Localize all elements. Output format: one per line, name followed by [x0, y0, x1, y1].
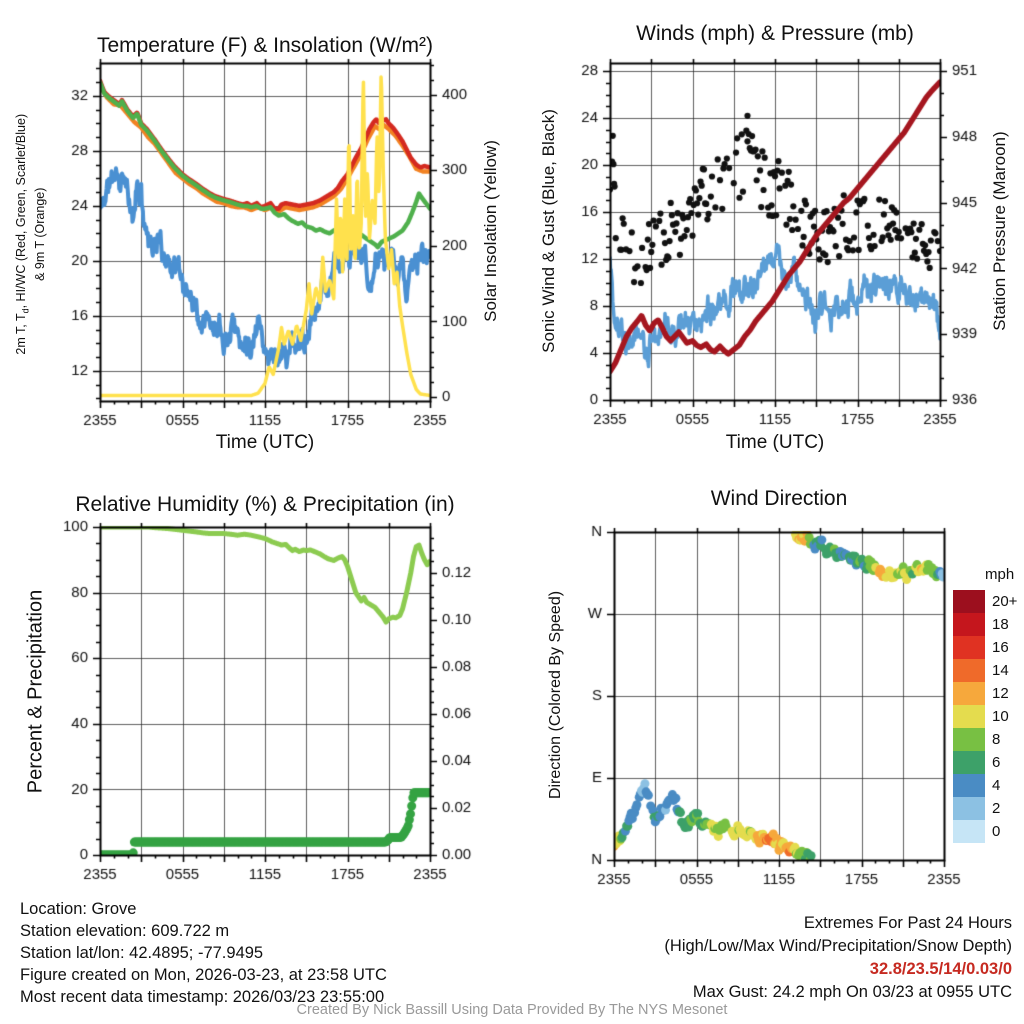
- colorbar-label: 2: [992, 800, 1001, 817]
- max-gust-line: Max Gust: 24.2 mph On 03/23 at 0955 UTC: [692, 983, 1012, 1001]
- chart-title-wind-direction: Wind Direction: [710, 487, 848, 510]
- colorbar-cell: [953, 728, 985, 751]
- colorbar-cell: [953, 751, 985, 774]
- colorbar-cell: [953, 659, 985, 682]
- station-location: Location: Grove: [20, 900, 137, 918]
- y-axis-label-percent-precip: Percent & Precipitation: [24, 589, 47, 794]
- chart-title-winds: Winds (mph) & Pressure (mb): [636, 22, 914, 45]
- speed-colorbar-labels: [992, 590, 1017, 843]
- extremes-values: 32.8/23.5/14/0.03/0: [869, 960, 1012, 978]
- colorbar-cell: [953, 705, 985, 728]
- x-axis-label-time-2: Time (UTC): [725, 432, 825, 453]
- colorbar-label: 12: [992, 685, 1009, 702]
- colorbar-cell: [953, 820, 985, 843]
- figure-created: Figure created on Mon, 2026-03-23, at 23:58 UTC: [20, 966, 387, 984]
- extremes-block: [664, 912, 1012, 1004]
- colorbar-cell: [953, 682, 985, 705]
- colorbar-cell: [953, 636, 985, 659]
- colorbar-label: 4: [992, 777, 1001, 794]
- extremes-subtitle: (High/Low/Max Wind/Precipitation/Snow Depth): [664, 937, 1012, 955]
- colorbar-label: 18: [992, 616, 1009, 633]
- station-elevation: Station elevation: 609.722 m: [20, 922, 230, 940]
- x-axis-label-time-1: Time (UTC): [215, 432, 315, 453]
- chart-title-humidity: Relative Humidity (%) & Precipitation (in): [75, 493, 455, 516]
- colorbar-label: 6: [992, 754, 1001, 771]
- y-axis-label-pressure: Station Pressure (Maroon): [990, 131, 1009, 331]
- colorbar-label: 16: [992, 639, 1009, 656]
- y-axis-label-sonic-wind: Sonic Wind & Gust (Blue, Black): [539, 109, 558, 353]
- colorbar-label: 20+: [992, 593, 1018, 610]
- credit-line: Created By Nick Bassill Using Data Provided By The NYS Mesonet: [296, 1002, 728, 1018]
- station-info: [20, 898, 387, 1008]
- colorbar-label: 0: [992, 823, 1001, 840]
- colorbar-label: 14: [992, 662, 1009, 679]
- colorbar-label: 10: [992, 708, 1009, 725]
- chart-title-temperature: Temperature (F) & Insolation (W/m²): [96, 34, 434, 57]
- colorbar-cell: [953, 590, 985, 613]
- speed-colorbar: [953, 590, 985, 843]
- colorbar-cell: [953, 774, 985, 797]
- colorbar-cell: [953, 797, 985, 820]
- colorbar-title: mph: [985, 566, 1015, 583]
- station-latlon: Station lat/lon: 42.4895; -77.9495: [20, 944, 264, 962]
- colorbar-label: 8: [992, 731, 1001, 748]
- extremes-title: Extremes For Past 24 Hours: [803, 914, 1012, 932]
- y-axis-label-direction: Direction (Colored By Speed): [547, 590, 564, 800]
- y-axis-label-temperature: 2m T, $T_d$, HI/WC (Red, Green, Scarlet/Blue) & 9m T (Orange): [13, 113, 47, 355]
- colorbar-cell: [953, 613, 985, 636]
- y-axis-label-insolation: Solar Insolation (Yellow): [481, 140, 500, 322]
- recent-timestamp: Most recent data timestamp: 2026/03/23 23:55:00: [20, 988, 385, 1006]
